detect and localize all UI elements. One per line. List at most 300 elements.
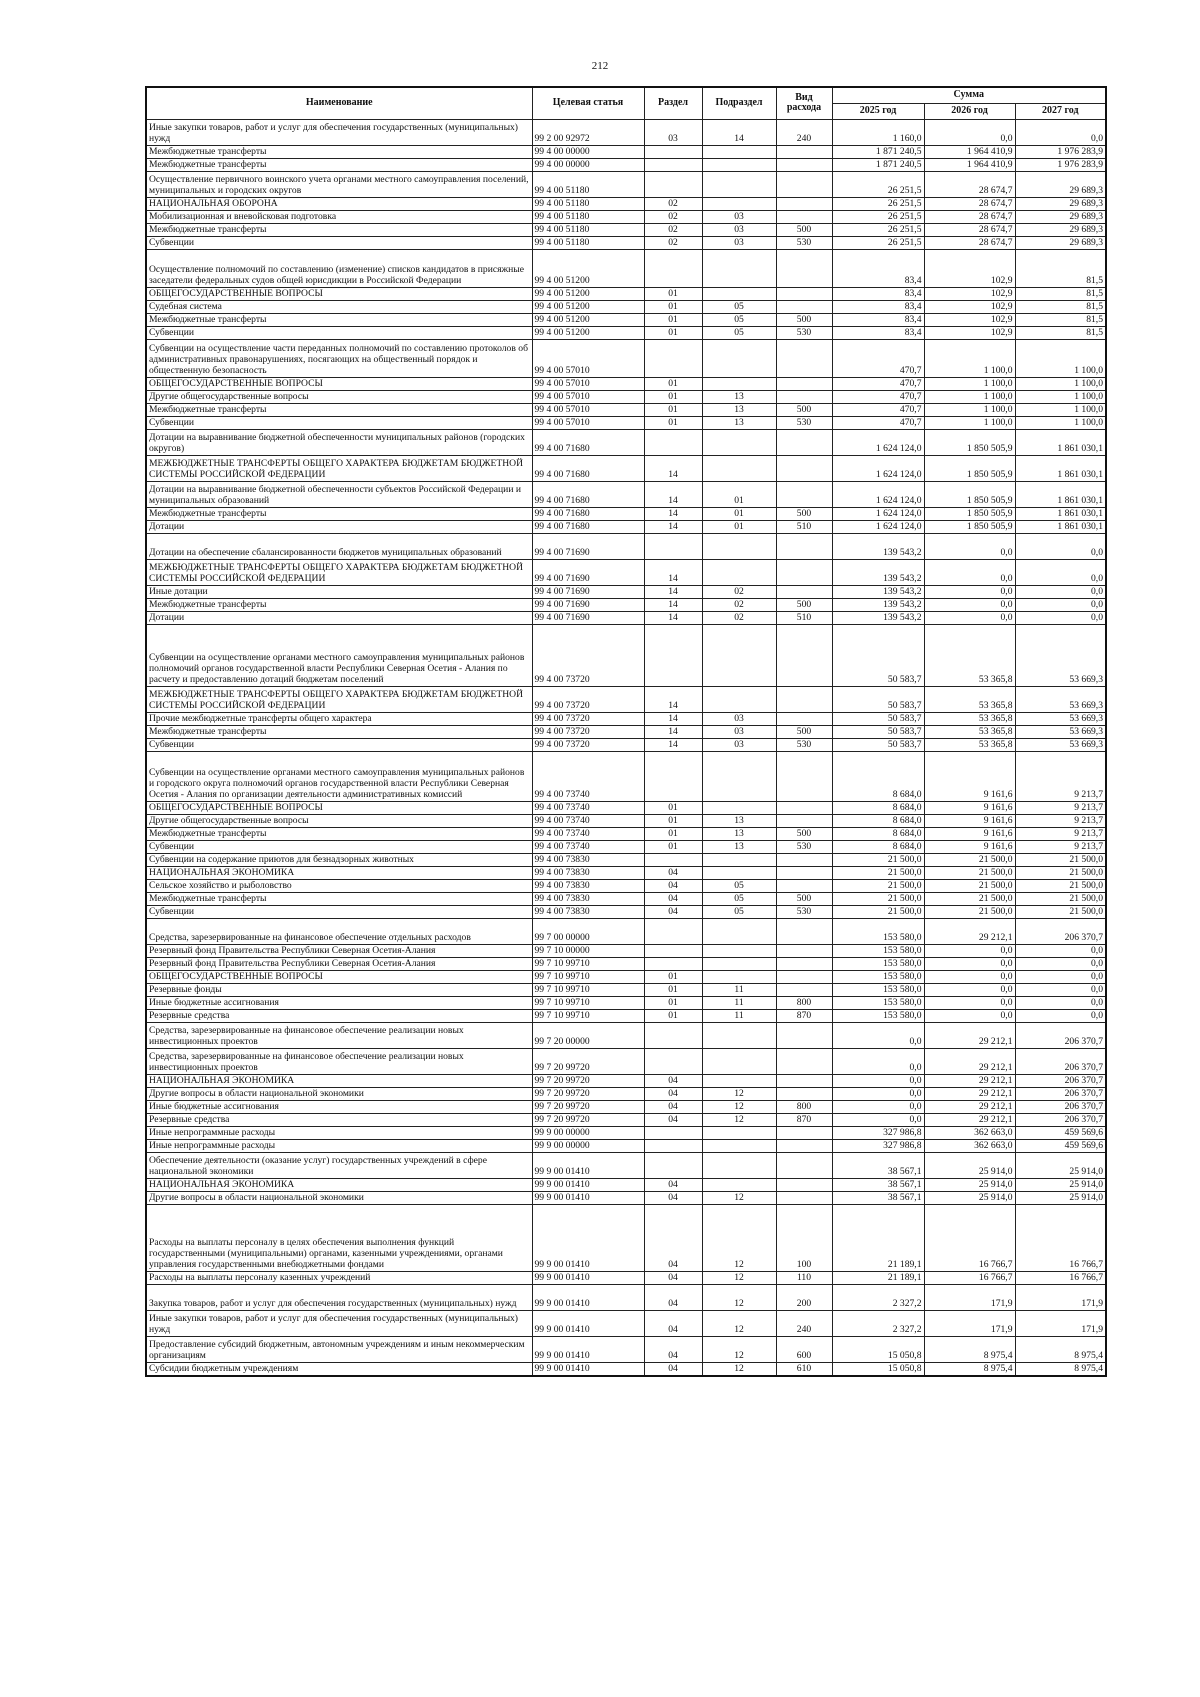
row-sum-2026: 28 674,7: [924, 223, 1015, 236]
row-sum-2025: 50 583,7: [832, 725, 924, 738]
row-target-article: 99 4 00 73720: [532, 624, 644, 686]
header-name: Наименование: [146, 87, 532, 119]
row-expense-type: [776, 339, 832, 377]
row-subsection: [702, 918, 776, 944]
table-row: [146, 686, 1106, 712]
row-subsection: 13: [702, 827, 776, 840]
table-row: [146, 944, 1106, 957]
row-name: Судебная система: [146, 300, 532, 313]
table-row: [146, 598, 1106, 611]
row-expense-type: [776, 1074, 832, 1087]
row-sum-2027: 1 100,0: [1015, 416, 1106, 429]
row-subsection: [702, 287, 776, 300]
row-sum-2025: 153 580,0: [832, 957, 924, 970]
row-expense-type: 200: [776, 1284, 832, 1310]
row-name: Межбюджетные трансферты: [146, 507, 532, 520]
row-sum-2027: 16 766,7: [1015, 1204, 1106, 1271]
row-sum-2026: 0,0: [924, 119, 1015, 145]
row-expense-type: 500: [776, 313, 832, 326]
row-target-article: 99 7 10 99710: [532, 1009, 644, 1022]
row-sum-2026: 0,0: [924, 983, 1015, 996]
row-section: 02: [644, 236, 702, 249]
row-expense-type: 610: [776, 1362, 832, 1376]
row-sum-2026: 29 212,1: [924, 1074, 1015, 1087]
row-name: Субсидии бюджетным учреждениям: [146, 1362, 532, 1376]
row-sum-2026: 0,0: [924, 970, 1015, 983]
row-sum-2025: 8 684,0: [832, 840, 924, 853]
row-expense-type: [776, 983, 832, 996]
row-sum-2027: 81,5: [1015, 287, 1106, 300]
row-sum-2025: 0,0: [832, 1074, 924, 1087]
row-sum-2025: 1 624 124,0: [832, 520, 924, 533]
row-target-article: 99 4 00 73740: [532, 751, 644, 801]
row-target-article: 99 4 00 71690: [532, 533, 644, 559]
row-sum-2027: 8 975,4: [1015, 1362, 1106, 1376]
row-name: Другие общегосударственные вопросы: [146, 814, 532, 827]
row-name: Субвенции: [146, 416, 532, 429]
row-subsection: [702, 1048, 776, 1074]
table-row: [146, 996, 1106, 1009]
row-subsection: [702, 751, 776, 801]
row-target-article: 99 4 00 57010: [532, 390, 644, 403]
row-name: НАЦИОНАЛЬНАЯ ЭКОНОМИКА: [146, 1178, 532, 1191]
row-sum-2027: 29 689,3: [1015, 171, 1106, 197]
table-row: [146, 866, 1106, 879]
row-expense-type: 800: [776, 996, 832, 1009]
row-subsection: 11: [702, 983, 776, 996]
row-sum-2027: 0,0: [1015, 559, 1106, 585]
header-sum: Сумма: [832, 87, 1106, 103]
row-expense-type: [776, 970, 832, 983]
budget-table: [145, 86, 1107, 1377]
row-sum-2027: 1 861 030,1: [1015, 481, 1106, 507]
row-sum-2026: 28 674,7: [924, 171, 1015, 197]
table-row: [146, 559, 1106, 585]
row-expense-type: [776, 1152, 832, 1178]
row-expense-type: 510: [776, 520, 832, 533]
row-subsection: 13: [702, 390, 776, 403]
row-section: 04: [644, 879, 702, 892]
row-sum-2025: 327 986,8: [832, 1126, 924, 1139]
row-expense-type: [776, 377, 832, 390]
row-sum-2025: 327 986,8: [832, 1139, 924, 1152]
row-expense-type: [776, 210, 832, 223]
row-section: 01: [644, 827, 702, 840]
row-sum-2025: 21 500,0: [832, 879, 924, 892]
row-sum-2027: 0,0: [1015, 983, 1106, 996]
row-target-article: 99 4 00 73830: [532, 879, 644, 892]
row-section: 01: [644, 403, 702, 416]
row-subsection: [702, 624, 776, 686]
row-sum-2027: 9 213,7: [1015, 801, 1106, 814]
row-sum-2026: 29 212,1: [924, 1022, 1015, 1048]
row-sum-2025: 26 251,5: [832, 223, 924, 236]
row-section: [644, 249, 702, 287]
row-subsection: [702, 1152, 776, 1178]
row-name: Субвенции: [146, 905, 532, 918]
table-row: [146, 533, 1106, 559]
row-name: Закупка товаров, работ и услуг для обеспечения государственных (муниципальных) нужд: [146, 1284, 532, 1310]
row-sum-2025: 153 580,0: [832, 918, 924, 944]
row-sum-2025: 83,4: [832, 313, 924, 326]
row-expense-type: 870: [776, 1009, 832, 1022]
row-sum-2027: 1 976 283,9: [1015, 158, 1106, 171]
row-subsection: 05: [702, 313, 776, 326]
row-sum-2026: 8 975,4: [924, 1336, 1015, 1362]
row-section: 04: [644, 892, 702, 905]
row-sum-2027: 0,0: [1015, 598, 1106, 611]
row-target-article: 99 7 20 99720: [532, 1087, 644, 1100]
row-expense-type: 110: [776, 1271, 832, 1284]
row-target-article: 99 4 00 57010: [532, 377, 644, 390]
table-row: [146, 171, 1106, 197]
row-sum-2025: 1 624 124,0: [832, 429, 924, 455]
row-section: 01: [644, 970, 702, 983]
row-sum-2026: 0,0: [924, 585, 1015, 598]
row-sum-2026: 28 674,7: [924, 210, 1015, 223]
row-subsection: [702, 429, 776, 455]
row-section: 14: [644, 725, 702, 738]
table-row: [146, 611, 1106, 624]
row-name: Иные закупки товаров, работ и услуг для обеспечения государственных (муниципальных) нужд: [146, 119, 532, 145]
row-sum-2025: 38 567,1: [832, 1152, 924, 1178]
row-sum-2026: 362 663,0: [924, 1139, 1015, 1152]
row-target-article: 99 4 00 51180: [532, 236, 644, 249]
row-sum-2026: 21 500,0: [924, 866, 1015, 879]
header-year-2027: 2027 год: [1015, 103, 1106, 119]
row-expense-type: 510: [776, 611, 832, 624]
row-target-article: 99 9 00 01410: [532, 1191, 644, 1204]
header-target-article: Целевая статья: [532, 87, 644, 119]
row-sum-2027: 1 861 030,1: [1015, 520, 1106, 533]
row-expense-type: 500: [776, 403, 832, 416]
row-sum-2025: 1 871 240,5: [832, 158, 924, 171]
row-expense-type: [776, 944, 832, 957]
table-row: [146, 1048, 1106, 1074]
row-sum-2027: 9 213,7: [1015, 827, 1106, 840]
row-sum-2025: 1 624 124,0: [832, 481, 924, 507]
row-sum-2025: 21 189,1: [832, 1271, 924, 1284]
row-sum-2025: 8 684,0: [832, 751, 924, 801]
row-name: НАЦИОНАЛЬНАЯ ЭКОНОМИКА: [146, 1074, 532, 1087]
table-row: [146, 339, 1106, 377]
row-subsection: 12: [702, 1362, 776, 1376]
row-target-article: 99 4 00 00000: [532, 145, 644, 158]
row-subsection: [702, 957, 776, 970]
row-name: Дотации на выравнивание бюджетной обеспеченности муниципальных районов (городских округов): [146, 429, 532, 455]
row-sum-2026: 171,9: [924, 1284, 1015, 1310]
row-sum-2026: 1 850 505,9: [924, 520, 1015, 533]
row-section: 01: [644, 377, 702, 390]
row-subsection: 12: [702, 1087, 776, 1100]
row-section: 14: [644, 738, 702, 751]
row-section: 14: [644, 507, 702, 520]
row-name: МЕЖБЮДЖЕТНЫЕ ТРАНСФЕРТЫ ОБЩЕГО ХАРАКТЕРА БЮДЖЕТАМ БЮДЖЕТНОЙ СИСТЕМЫ РОССИЙСКОЙ ФЕДЕРАЦИИ: [146, 686, 532, 712]
table-row: [146, 1087, 1106, 1100]
row-sum-2027: 29 689,3: [1015, 210, 1106, 223]
row-expense-type: [776, 481, 832, 507]
row-sum-2026: 1 850 505,9: [924, 429, 1015, 455]
row-sum-2026: 1 100,0: [924, 390, 1015, 403]
row-sum-2025: 21 500,0: [832, 892, 924, 905]
row-expense-type: 100: [776, 1204, 832, 1271]
row-section: 04: [644, 1074, 702, 1087]
header-subsection: Подраздел: [702, 87, 776, 119]
table-row: [146, 313, 1106, 326]
row-name: Субвенции на осуществление органами местного самоуправления муниципальных районов и городского округа полномочий органов государственной власти Республики Северная Осетия - Алания по организации деятельности административных комиссий: [146, 751, 532, 801]
row-expense-type: [776, 712, 832, 725]
row-sum-2025: 38 567,1: [832, 1191, 924, 1204]
row-sum-2026: 102,9: [924, 300, 1015, 313]
row-sum-2025: 153 580,0: [832, 944, 924, 957]
table-row: [146, 1178, 1106, 1191]
row-name: НАЦИОНАЛЬНАЯ ЭКОНОМИКА: [146, 866, 532, 879]
row-expense-type: [776, 300, 832, 313]
row-target-article: 99 4 00 57010: [532, 416, 644, 429]
row-sum-2027: 8 975,4: [1015, 1336, 1106, 1362]
row-name: ОБЩЕГОСУДАРСТВЕННЫЕ ВОПРОСЫ: [146, 801, 532, 814]
row-sum-2025: 1 160,0: [832, 119, 924, 145]
row-target-article: 99 4 00 73740: [532, 840, 644, 853]
table-row: [146, 1113, 1106, 1126]
table-header: [146, 87, 1106, 119]
row-section: 04: [644, 1336, 702, 1362]
row-target-article: 99 9 00 01410: [532, 1310, 644, 1336]
row-section: 14: [644, 611, 702, 624]
row-expense-type: 500: [776, 892, 832, 905]
row-name: Иные закупки товаров, работ и услуг для обеспечения государственных (муниципальных) нужд: [146, 1310, 532, 1336]
table-row: [146, 1284, 1106, 1310]
row-sum-2025: 153 580,0: [832, 983, 924, 996]
table-row: [146, 1362, 1106, 1376]
row-section: 14: [644, 712, 702, 725]
row-target-article: 99 7 10 99710: [532, 957, 644, 970]
row-target-article: 99 7 20 99720: [532, 1113, 644, 1126]
row-sum-2027: 81,5: [1015, 313, 1106, 326]
row-sum-2026: 0,0: [924, 559, 1015, 585]
row-expense-type: 800: [776, 1100, 832, 1113]
row-sum-2026: 102,9: [924, 249, 1015, 287]
table-row: [146, 1009, 1106, 1022]
row-expense-type: [776, 287, 832, 300]
table-row: [146, 390, 1106, 403]
row-section: 01: [644, 416, 702, 429]
row-sum-2025: 139 543,2: [832, 559, 924, 585]
row-subsection: 12: [702, 1100, 776, 1113]
row-sum-2025: 21 500,0: [832, 866, 924, 879]
row-sum-2026: 29 212,1: [924, 1048, 1015, 1074]
row-name: Иные бюджетные ассигнования: [146, 1100, 532, 1113]
row-subsection: [702, 1139, 776, 1152]
row-sum-2025: 26 251,5: [832, 236, 924, 249]
row-sum-2027: 53 669,3: [1015, 686, 1106, 712]
row-name: Резервные фонды: [146, 983, 532, 996]
row-sum-2026: 53 365,8: [924, 624, 1015, 686]
table-row: [146, 983, 1106, 996]
row-sum-2025: 83,4: [832, 287, 924, 300]
row-sum-2025: 470,7: [832, 390, 924, 403]
row-expense-type: [776, 751, 832, 801]
row-expense-type: [776, 390, 832, 403]
row-sum-2026: 29 212,1: [924, 1100, 1015, 1113]
row-expense-type: 600: [776, 1336, 832, 1362]
row-target-article: 99 4 00 73720: [532, 712, 644, 725]
row-subsection: 02: [702, 598, 776, 611]
row-target-article: 99 4 00 73740: [532, 814, 644, 827]
row-name: Межбюджетные трансферты: [146, 403, 532, 416]
row-subsection: 12: [702, 1113, 776, 1126]
row-target-article: 99 9 00 01410: [532, 1284, 644, 1310]
row-sum-2027: 0,0: [1015, 611, 1106, 624]
row-expense-type: [776, 879, 832, 892]
table-row: [146, 725, 1106, 738]
row-sum-2025: 139 543,2: [832, 598, 924, 611]
row-name: ОБЩЕГОСУДАРСТВЕННЫЕ ВОПРОСЫ: [146, 377, 532, 390]
row-sum-2026: 29 212,1: [924, 1087, 1015, 1100]
row-sum-2027: 171,9: [1015, 1310, 1106, 1336]
table-row: [146, 957, 1106, 970]
row-section: 01: [644, 983, 702, 996]
row-sum-2027: 206 370,7: [1015, 1087, 1106, 1100]
row-sum-2025: 0,0: [832, 1100, 924, 1113]
row-section: [644, 751, 702, 801]
row-sum-2026: 16 766,7: [924, 1204, 1015, 1271]
row-sum-2027: 53 669,3: [1015, 738, 1106, 751]
row-sum-2027: 21 500,0: [1015, 905, 1106, 918]
row-sum-2027: 21 500,0: [1015, 853, 1106, 866]
row-sum-2025: 26 251,5: [832, 197, 924, 210]
row-section: 14: [644, 455, 702, 481]
row-sum-2027: 459 569,6: [1015, 1139, 1106, 1152]
row-expense-type: [776, 171, 832, 197]
row-section: 04: [644, 866, 702, 879]
row-section: 04: [644, 1271, 702, 1284]
row-target-article: 99 4 00 51180: [532, 223, 644, 236]
row-expense-type: [776, 1191, 832, 1204]
row-section: 01: [644, 996, 702, 1009]
row-sum-2025: 139 543,2: [832, 585, 924, 598]
row-target-article: 99 4 00 71690: [532, 611, 644, 624]
table-row: [146, 1271, 1106, 1284]
row-target-article: 99 4 00 71690: [532, 585, 644, 598]
row-sum-2027: 0,0: [1015, 944, 1106, 957]
row-sum-2025: 153 580,0: [832, 996, 924, 1009]
row-target-article: 99 4 00 51180: [532, 210, 644, 223]
table-row: [146, 918, 1106, 944]
row-sum-2025: 50 583,7: [832, 624, 924, 686]
row-subsection: [702, 171, 776, 197]
row-sum-2027: 16 766,7: [1015, 1271, 1106, 1284]
row-name: МЕЖБЮДЖЕТНЫЕ ТРАНСФЕРТЫ ОБЩЕГО ХАРАКТЕРА БЮДЖЕТАМ БЮДЖЕТНОЙ СИСТЕМЫ РОССИЙСКОЙ ФЕДЕРАЦИИ: [146, 455, 532, 481]
row-subsection: [702, 970, 776, 983]
row-sum-2025: 0,0: [832, 1022, 924, 1048]
row-sum-2027: 1 976 283,9: [1015, 145, 1106, 158]
row-sum-2025: 470,7: [832, 377, 924, 390]
row-target-article: 99 7 20 99720: [532, 1074, 644, 1087]
row-target-article: 99 2 00 92972: [532, 119, 644, 145]
row-expense-type: [776, 145, 832, 158]
row-subsection: 05: [702, 905, 776, 918]
row-subsection: 14: [702, 119, 776, 145]
row-sum-2025: 83,4: [832, 249, 924, 287]
row-name: Иные непрограммные расходы: [146, 1139, 532, 1152]
table-row: [146, 738, 1106, 751]
row-sum-2027: 1 861 030,1: [1015, 507, 1106, 520]
row-subsection: 13: [702, 416, 776, 429]
table-row: [146, 416, 1106, 429]
row-sum-2025: 153 580,0: [832, 970, 924, 983]
row-name: ОБЩЕГОСУДАРСТВЕННЫЕ ВОПРОСЫ: [146, 287, 532, 300]
row-subsection: [702, 158, 776, 171]
row-expense-type: [776, 918, 832, 944]
row-expense-type: 530: [776, 416, 832, 429]
row-name: Субвенции: [146, 738, 532, 751]
row-section: [644, 1022, 702, 1048]
row-sum-2025: 470,7: [832, 339, 924, 377]
row-subsection: 13: [702, 840, 776, 853]
row-target-article: 99 7 20 00000: [532, 1022, 644, 1048]
row-target-article: 99 4 00 73720: [532, 738, 644, 751]
row-sum-2026: 25 914,0: [924, 1191, 1015, 1204]
row-sum-2027: 0,0: [1015, 996, 1106, 1009]
row-sum-2027: 206 370,7: [1015, 918, 1106, 944]
row-subsection: 13: [702, 814, 776, 827]
row-name: Иные дотации: [146, 585, 532, 598]
row-sum-2025: 26 251,5: [832, 210, 924, 223]
row-section: 04: [644, 1362, 702, 1376]
row-name: Расходы на выплаты персоналу казенных учреждений: [146, 1271, 532, 1284]
row-section: 04: [644, 1204, 702, 1271]
row-section: 01: [644, 300, 702, 313]
row-target-article: 99 7 10 00000: [532, 944, 644, 957]
row-sum-2027: 9 213,7: [1015, 840, 1106, 853]
row-sum-2027: 21 500,0: [1015, 866, 1106, 879]
row-section: 04: [644, 1178, 702, 1191]
row-subsection: 12: [702, 1284, 776, 1310]
row-sum-2027: 206 370,7: [1015, 1022, 1106, 1048]
row-sum-2025: 2 327,2: [832, 1310, 924, 1336]
row-sum-2025: 26 251,5: [832, 171, 924, 197]
row-sum-2027: 0,0: [1015, 585, 1106, 598]
row-subsection: 03: [702, 210, 776, 223]
row-expense-type: 240: [776, 119, 832, 145]
table-row: [146, 429, 1106, 455]
row-sum-2027: 9 213,7: [1015, 814, 1106, 827]
row-sum-2027: 25 914,0: [1015, 1152, 1106, 1178]
row-name: Средства, зарезервированные на финансовое обеспечение реализации новых инвестиционных проектов: [146, 1022, 532, 1048]
row-target-article: 99 4 00 73830: [532, 866, 644, 879]
row-sum-2026: 1 850 505,9: [924, 455, 1015, 481]
row-section: 14: [644, 559, 702, 585]
row-section: 02: [644, 197, 702, 210]
row-sum-2027: 1 100,0: [1015, 339, 1106, 377]
header-expense-type: Вид расхода: [776, 87, 832, 119]
row-sum-2027: 0,0: [1015, 957, 1106, 970]
table-row: [146, 481, 1106, 507]
row-name: Средства, зарезервированные на финансовое обеспечение реализации новых инвестиционных проектов: [146, 1048, 532, 1074]
row-name: Субвенции: [146, 326, 532, 339]
table-row: [146, 1191, 1106, 1204]
row-expense-type: [776, 957, 832, 970]
row-sum-2026: 0,0: [924, 996, 1015, 1009]
row-target-article: 99 4 00 51200: [532, 300, 644, 313]
row-sum-2025: 139 543,2: [832, 611, 924, 624]
table-row: [146, 970, 1106, 983]
row-section: 14: [644, 520, 702, 533]
row-subsection: 12: [702, 1204, 776, 1271]
table-row: [146, 1139, 1106, 1152]
row-target-article: 99 4 00 73830: [532, 892, 644, 905]
